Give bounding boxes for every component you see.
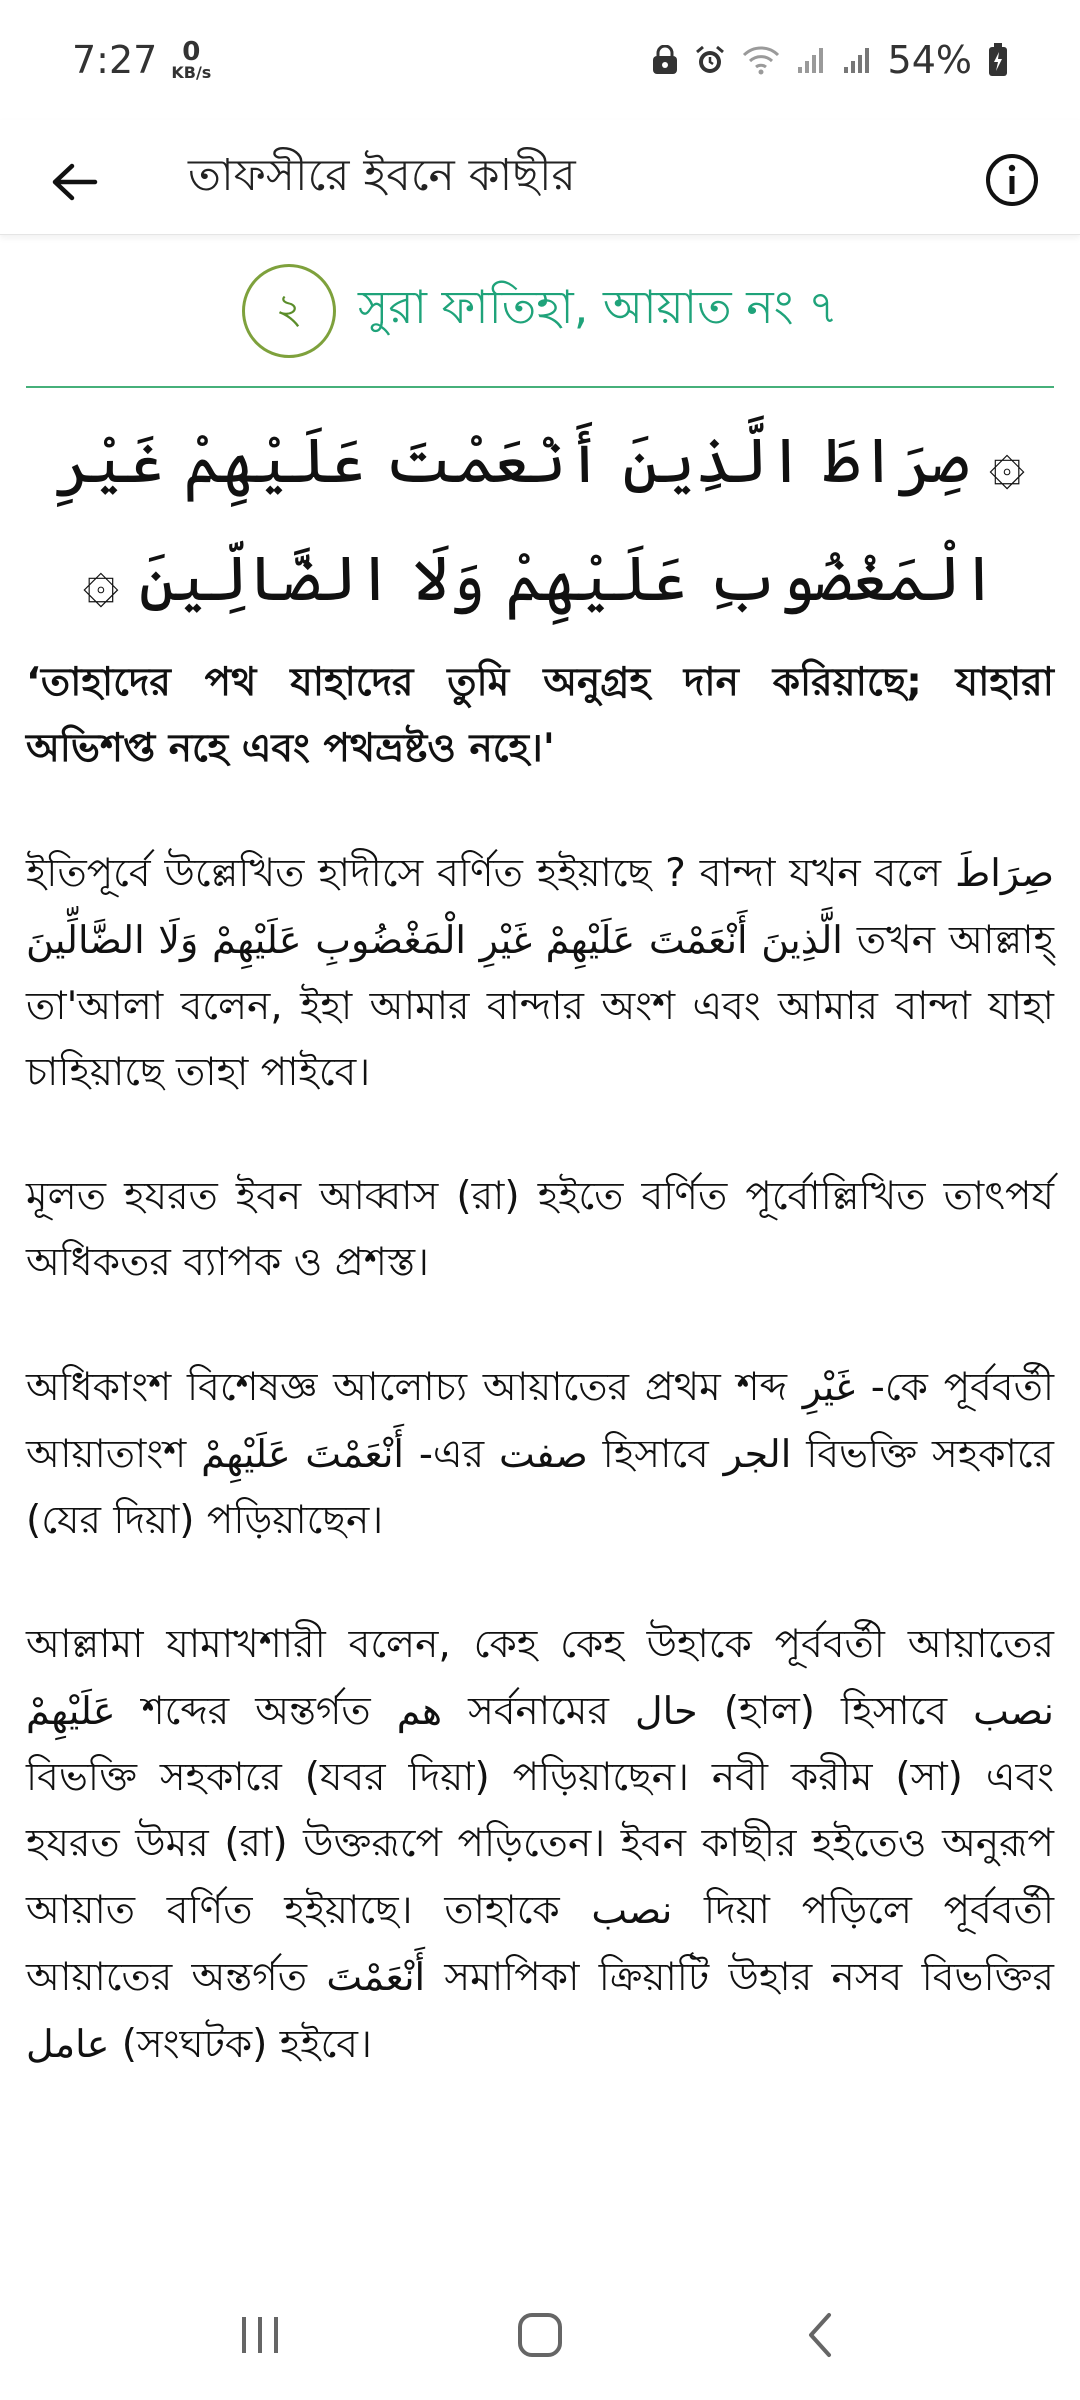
arabic-segment: الجر bbox=[723, 1432, 792, 1476]
status-bar bbox=[0, 0, 1080, 120]
arabic-segment: عامل bbox=[26, 2022, 110, 2066]
app-bar bbox=[0, 120, 1080, 235]
arabic-segment: حال bbox=[634, 1689, 698, 1733]
status-time: 7:27 bbox=[72, 38, 158, 82]
arabic-segment: غَيْرِ bbox=[802, 1365, 856, 1409]
network-speed-value: 0 bbox=[182, 37, 201, 67]
arrow-left-icon bbox=[50, 162, 98, 202]
text-segment: বিভক্তি সহকারে (যবর দিয়া) পড়িয়াছেন। নবী করীম (সা) এবং হযরত উমর (রা) উক্তরূপে পড়িতেন। ইবন কাছীর হইতেও অনুরূপ আয়াত বর্ণিত হইয়াছে। তাহাকে bbox=[26, 1755, 1054, 1933]
battery-percent: 54% bbox=[887, 38, 972, 82]
arabic-segment: أَنْعَمْتَ bbox=[326, 1955, 426, 1999]
signal-icon bbox=[796, 45, 826, 75]
vpn-lock-icon bbox=[652, 45, 678, 75]
arabic-segment: أَنْعَمْتَ عَلَيْهِمْ bbox=[201, 1432, 404, 1476]
system-back-button[interactable] bbox=[770, 2285, 870, 2385]
verse-translation: ‘তাহাদের পথ যাহাদের তুমি অনুগ্রহ দান করিয়াছে; যাহারা অভিশপ্ত নহে এবং পথভ্রষ্টও নহে।' bbox=[26, 660, 1054, 771]
system-navigation-bar bbox=[0, 2270, 1080, 2400]
text-segment: শব্দের অন্তর্গত bbox=[115, 1689, 397, 1734]
text-segment: (সংঘটক) হইবে। bbox=[109, 2022, 372, 2067]
alarm-icon bbox=[694, 44, 726, 76]
text-segment: সর্বনামের bbox=[442, 1689, 635, 1734]
status-right bbox=[652, 38, 1008, 82]
home-button[interactable] bbox=[490, 2285, 590, 2385]
arabic-segment: صِرَاطَ الَّذِينَ أَنْعَمْتَ عَلَيْهِمْ غَيْرِ الْمَغْضُوبِ عَلَيْهِمْ وَلَا الضَّالِّينَ bbox=[26, 851, 1054, 962]
verse-number-badge: ২ bbox=[242, 264, 336, 358]
verse-header bbox=[26, 236, 1054, 388]
text-segment: তখন আল্লাহ্ তা'আলা বলেন, ইহা আমার বান্দার অংশ এবং আমার বান্দা যাহা চাহিয়াছে তাহা পাইবে। bbox=[26, 918, 1055, 1095]
text-segment: দিয়া পড়িলে পূর্ববর্তী আয়াতের অন্তর্গত bbox=[26, 1888, 1054, 2000]
text-segment: -কে পূর্ববর্তী আয়াতাংশ bbox=[26, 1365, 1054, 1477]
text-segment: আল্লামা যামাখশারী বলেন, কেহ কেহ উহাকে পূর্ববর্তী আয়াতের bbox=[26, 1622, 1054, 1667]
arabic-segment: هم bbox=[396, 1689, 443, 1733]
text-segment: (হাল) হিসাবে bbox=[697, 1689, 974, 1734]
text-segment: অধিকাংশ বিশেষজ্ঞ আলোচ্য আয়াতের প্রথম শব্দ bbox=[26, 1365, 803, 1410]
arabic-segment: صفت bbox=[498, 1432, 588, 1476]
commentary-paragraph-4 bbox=[26, 1612, 1054, 2078]
commentary-paragraph-3 bbox=[26, 1354, 1054, 1554]
network-speed-unit: KB/s bbox=[171, 63, 212, 82]
app-title: তাফসীরে ইবনে কাছীর bbox=[188, 150, 576, 201]
text-segment: -এর bbox=[403, 1432, 499, 1477]
info-button[interactable] bbox=[982, 150, 1042, 210]
back-button[interactable] bbox=[44, 152, 104, 212]
recents-icon bbox=[238, 2315, 282, 2355]
chevron-left-icon bbox=[805, 2311, 835, 2359]
battery-charging-icon bbox=[988, 43, 1008, 77]
verse-title: সুরা ফাতিহা, আয়াত নং ৭ bbox=[357, 280, 839, 334]
text-segment: হিসাবে bbox=[587, 1432, 724, 1477]
arabic-segment: نصب bbox=[591, 1888, 673, 1932]
signal-icon-2 bbox=[842, 45, 872, 75]
status-left bbox=[72, 38, 211, 82]
commentary-paragraph-2 bbox=[26, 1164, 1054, 1296]
text-segment: বিভক্তি সহকারে (যের দিয়া) পড়িয়াছেন। bbox=[26, 1432, 1055, 1543]
recents-button[interactable] bbox=[210, 2285, 310, 2385]
wifi-icon bbox=[742, 45, 780, 75]
arabic-verse: ۞ صِرَاطَ الَّذِينَ أَنْعَمْتَ عَلَيْهِمْ غَيْرِ الْمَغْضُوبِ عَلَيْهِمْ وَلَا الضَّالِّينَ ۞ bbox=[54, 424, 1026, 615]
arabic-segment: نصب bbox=[973, 1689, 1054, 1733]
text-segment: মূলত হযরত ইবন আব্বাস (রা) হইতে বর্ণিত পূর্বোল্লিখিত তাৎপর্য অধিকতর ব্যাপক ও প্রশস্ত। bbox=[26, 1174, 1054, 1285]
commentary-paragraph-1 bbox=[26, 840, 1054, 1106]
home-icon bbox=[516, 2311, 564, 2359]
arabic-segment: عَلَيْهِمْ bbox=[26, 1689, 116, 1733]
text-segment: ইতিপূর্বে উল্লেখিত হাদীসে বর্ণিত হইয়াছে ? বান্দা যখন বলে bbox=[26, 851, 956, 896]
tafsir-content bbox=[26, 236, 1054, 2078]
text-segment: সমাপিকা ক্রিয়াটি উহার নসব বিভক্তির bbox=[425, 1955, 1054, 2000]
network-speed bbox=[171, 39, 211, 81]
info-icon bbox=[984, 152, 1040, 208]
